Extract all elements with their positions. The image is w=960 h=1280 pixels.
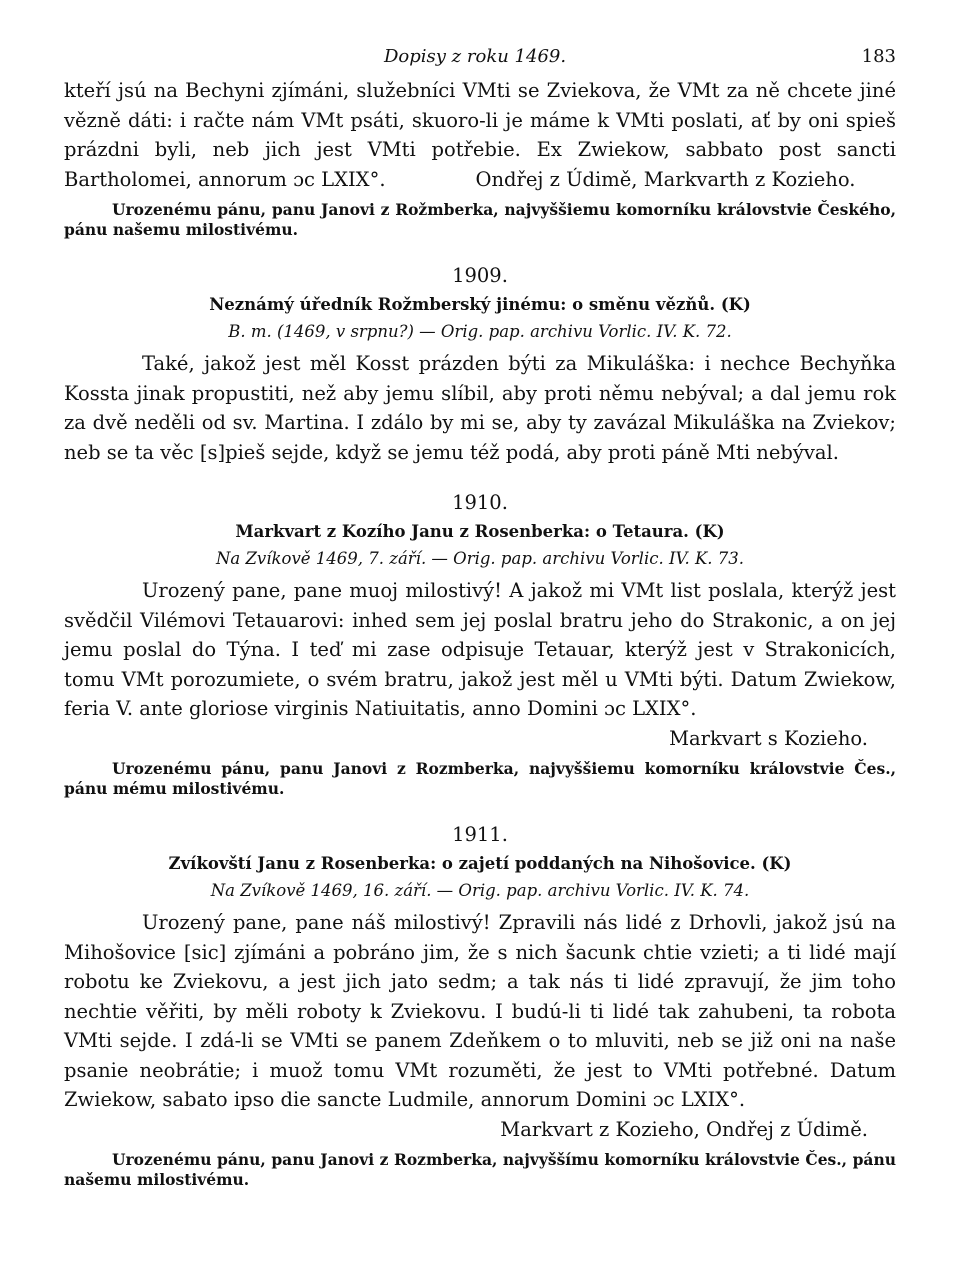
letter-address: Urozenému pánu, panu Janovi z Rozmberka, najvyššímu komorníku královstvie Čes., pánu našemu milostivému. <box>64 1150 896 1189</box>
letter-body: Také, jakož jest měl Kosst prázden býti za Mikuláška: i nechce Bechyňka Kossta jinak propustiti, než aby jemu slíbil, aby proti němu nebýval; a dal jemu rok za dvě neděli od sv. Martina. I zdálo by mi se, aby ty zavázal Mikuláška na Zviekov; neb se ta věc [s]pieš sejde, když se jemu též podá, aby proti páně Mti nebýval. <box>64 352 896 464</box>
page-header <box>64 40 896 76</box>
running-title: Dopisy z roku 1469. <box>384 46 567 67</box>
letter-number: 1911. <box>452 823 508 846</box>
letter-1909 <box>64 264 896 467</box>
letter-signature: Markvart s Kozieho. <box>669 726 868 750</box>
letter-signature: Markvart z Kozieho, Ondřej z Údimě. <box>500 1117 868 1141</box>
letter-1911 <box>64 823 896 1190</box>
continuation-signature: Ondřej z Údimě, Markvarth z Kozieho. <box>475 167 856 191</box>
letter-body: Urozený pane, pane muoj milostivý! A jakož mi VMt list poslala, kterýž jest svědčil Vilémovi Tetauarovi: inhed sem jej poslal bratru jeho do Strakonic, a on jej jemu poslal do Týna. I teď mi zase odpisuje Tetauar, kterýž jest v Strakonicích, tomu VMt porozumiete, o svém bratru, jakož jest měl u VMti býti. Datum Zwiekow, feria V. ante gloriose virginis Natiuitatis, anno Domini ɔc LXIX°. <box>64 579 896 720</box>
letter-source: B. m. (1469, v srpnu?) — Orig. pap. archivu Vorlic. IV. K. 72. <box>228 322 732 341</box>
book-page <box>64 40 896 1190</box>
continuation-letter <box>64 76 896 240</box>
letter-address: Urozenému pánu, panu Janovi z Rozmberka, najvyššiemu komorníku královstvie Čes., pánu mému milostivému. <box>64 759 896 798</box>
continuation-text: kteří jsú na Bechyni zjímáni, služebníci VMti se Zviekova, že VMt za ně chcete jiné vězně dáti: i račte nám VMt psáti, skuoro-li je máme k VMti poslati, ať by oni spieš prázdni byli, neb jich jest VMti potřebie. Ex Zwiekow, sabbato post sancti Bartholomei, annorum ɔc LXIX°. <box>64 79 896 191</box>
letter-body: Urozený pane, pane náš milostivý! Zpravili nás lidé z Drhovli, jakož jsú na Mihošovice [sic] zjímáni a pobráno jim, že s nich šacunk chtie vzieti; a ti lidé mají robotu ke Zviekovu, a jest jich jato sedm; a tak nás ti lidé zpravují, že jim toho nechtie věřiti, by měli roboty k Zviekovu. I budú-li ti lidé tak zahubeni, ta robota VMti sejde. I zdá-li se VMti se panem Zdeňkem o to mluviti, neb se již oni na naše psanie neobrátie; i muož tomu VMt rozuměti, že jest to VMti potřebné. Datum Zwiekow, sabato ipso die sancte Ludmile, annorum Domini ɔc LXIX°. <box>64 911 896 1111</box>
letter-title: Neznámý úředník Rožmberský jinému: o směnu vězňů. (K) <box>209 295 751 314</box>
letter-1910 <box>64 491 896 799</box>
letter-title: Zvíkovští Janu z Rosenberka: o zajetí poddaných na Nihošovice. (K) <box>168 854 792 873</box>
letter-source: Na Zvíkově 1469, 16. září. — Orig. pap. archivu Vorlic. IV. K. 74. <box>210 881 750 900</box>
letter-source: Na Zvíkově 1469, 7. září. — Orig. pap. archivu Vorlic. IV. K. 73. <box>215 549 745 568</box>
continuation-address: Urozenému pánu, panu Janovi z Rožmberka, najvyššiemu komorníku královstvie Českého, pánu našemu milostivému. <box>64 200 896 239</box>
letter-number: 1910. <box>452 491 508 514</box>
letter-title: Markvart z Kozího Janu z Rosenberka: o Tetaura. (K) <box>235 522 725 541</box>
continuation-body <box>64 76 896 194</box>
letter-number: 1909. <box>452 264 508 287</box>
page-number: 183 <box>861 46 896 67</box>
